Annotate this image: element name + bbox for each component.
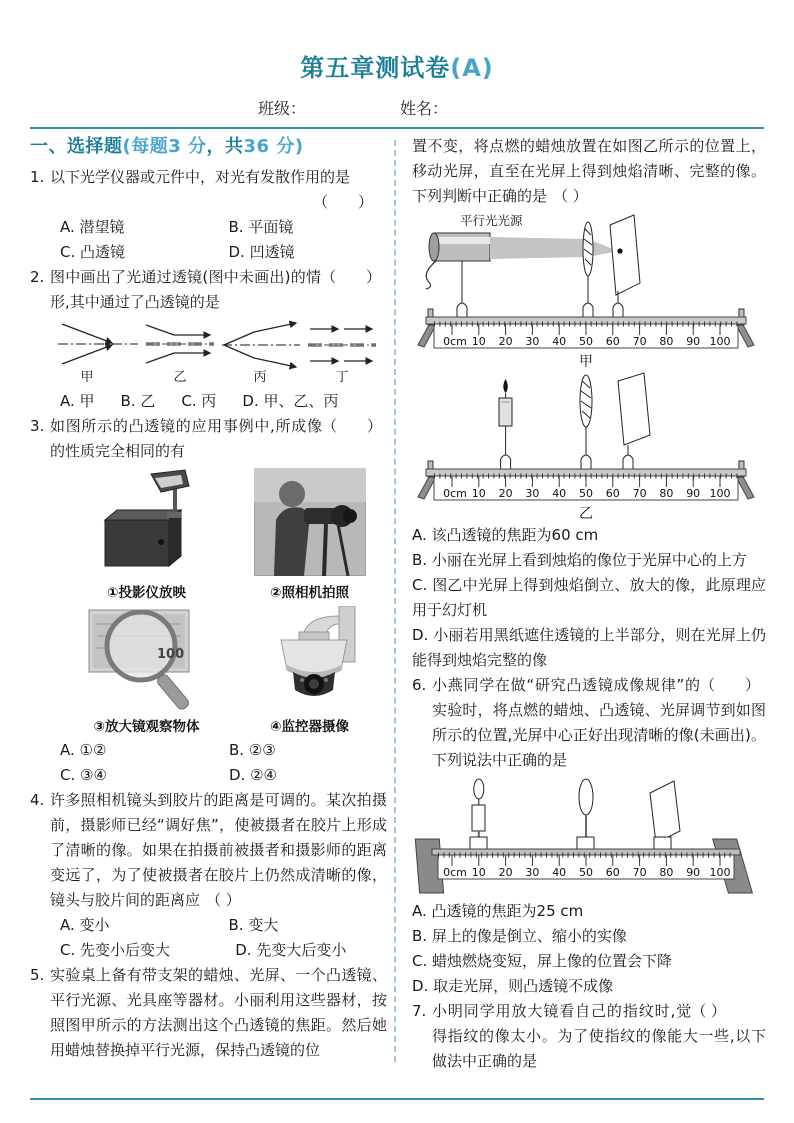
candle-icon (499, 379, 512, 426)
question-3-option-c: C. ③④ (60, 766, 107, 784)
ray-diagram-figure (50, 317, 380, 387)
lens-icon (580, 375, 592, 427)
ruler-tick-label: 70 (632, 335, 647, 348)
ruler-tick-label: 0cm (443, 487, 467, 500)
ruler-tick-label: 60 (605, 335, 620, 348)
question-2-options (50, 389, 387, 414)
question-4-option-d: D. 先变大后变小 (235, 941, 347, 959)
photo-projector (68, 468, 225, 602)
ruler-tick-label: 20 (498, 487, 513, 500)
ruler-tick-label: 40 (552, 866, 567, 879)
ruler-tick-label: 90 (686, 866, 701, 879)
question-6-option-a: A. 凸透镜的焦距为25 cm (412, 902, 584, 920)
question-2-option-d: D. 甲、乙、丙 (242, 392, 339, 410)
section-heading (30, 134, 387, 160)
question-1-answer-bracket: （ ） (312, 193, 373, 211)
light-source-icon (426, 233, 490, 289)
question-4-option-b: B. 变大 (228, 916, 279, 934)
lens-icon (583, 222, 593, 276)
footer-rule (30, 1098, 764, 1100)
question-7-text: （ ） 小明同学用放大镜看自己的指纹时,觉得指纹的像太小。为了使指纹的像能大一些,以下做法中正确的是 (432, 999, 766, 1074)
question-1-option-b: B. 平面镜 (228, 218, 294, 236)
ruler-tick-label: 70 (632, 866, 647, 879)
question-6-option-b: B. 屏上的像是倒立、缩小的实像 (412, 927, 627, 945)
question-3-text: （ ） 如图所示的凸透镜的应用事例中,所成像的性质完全相同的有 (50, 414, 388, 464)
question-2-ray-diagram (50, 317, 387, 387)
question-5-number: 5. (30, 966, 45, 984)
question-3-number: 3. (30, 417, 45, 435)
question-7-number: 7. (412, 1002, 427, 1020)
optical-bench-q6 (412, 775, 760, 897)
question-5-figure-yi (412, 371, 766, 521)
question-3-answer-bracket: （ ） (321, 417, 382, 435)
photo-magnifier-caption: ③放大镜观察物体 (93, 719, 200, 735)
ruler-tick-label: 20 (498, 335, 513, 348)
question-2 (30, 265, 387, 414)
question-5-options (412, 523, 766, 673)
banknote-100-text: 100 (156, 647, 184, 662)
camera-image (254, 468, 366, 576)
ray-group-yi (146, 325, 214, 385)
question-6-option-c: C. 蜡烛燃烧变短，屏上像的位置会下降 (412, 952, 673, 970)
question-2-option-a: A. 甲 (60, 392, 95, 410)
photo-projector-caption: ①投影仪放映 (107, 585, 186, 601)
surveillance-image (255, 606, 365, 710)
optical-bench-jia (412, 211, 760, 369)
focused-light-dot (617, 248, 622, 253)
page-title (0, 48, 794, 83)
ruler-tick-label: 50 (579, 487, 593, 500)
ruler-tick-label: 100 (709, 487, 731, 500)
ruler-tick-label: 100 (709, 866, 731, 879)
question-4-answer-bracket: （ ） (206, 891, 241, 909)
ruler-tick-label: 90 (686, 335, 701, 348)
ruler-tick-label: 90 (686, 487, 701, 500)
ray-label-bing: 丙 (253, 370, 267, 385)
ruler-tick-label: 40 (552, 487, 567, 500)
left-column (30, 134, 387, 1063)
photo-surveillance (231, 606, 388, 736)
class-label: 班级： (258, 99, 307, 118)
ruler-tick-label: 80 (659, 866, 674, 879)
ruler-tick-label: 10 (471, 866, 486, 879)
question-6-options (412, 899, 766, 999)
question-3-option-a: A. ①② (60, 741, 107, 759)
ruler-tick-label: 100 (709, 335, 731, 348)
figure-jia-label: 甲 (579, 354, 593, 369)
projector-image (77, 468, 217, 576)
question-2-option-c: C. 丙 (181, 392, 217, 410)
question-6 (412, 673, 766, 773)
ruler-tick-label: 30 (525, 866, 540, 879)
screen-icon (610, 215, 640, 295)
ray-group-ding (308, 329, 376, 385)
screen-icon (618, 373, 650, 445)
holders (501, 426, 633, 469)
optical-bench-yi (412, 371, 760, 521)
photo-magnifier (68, 606, 225, 736)
question-2-number: 2. (30, 268, 45, 286)
question-5-text-left: 实验桌上备有带支架的蜡烛、光屏、一个凸透镜、平行光源、光具座等器材。小丽利用这些器材，按照图甲所示的方法测出这个凸透镜的焦距。然后她用蜡烛替换掉平行光源，保持凸透镜的位 (50, 966, 387, 1059)
photo-camera (231, 468, 388, 602)
question-5-option-c: C. 图乙中光屏上得到烛焰倒立、放大的像，此原理应用于幻灯机 (412, 576, 766, 619)
column-divider (394, 140, 396, 1062)
section-heading-title: 一、选择题 (30, 136, 123, 157)
figure-yi-label: 乙 (579, 506, 593, 521)
ruler-tick-label: 20 (498, 866, 513, 879)
ruler-tick-label: 60 (605, 487, 620, 500)
parallel-light-source-label: 平行光光源 (460, 213, 523, 228)
question-7-answer-bracket: （ ） (691, 1002, 726, 1020)
photo-camera-caption: ②照相机拍照 (270, 585, 349, 601)
ray-label-jia: 甲 (80, 370, 94, 385)
ruler-tick-label: 10 (471, 335, 486, 348)
question-5-option-b: B. 小丽在光屏上看到烛焰的像位于光屏中心的上方 (412, 551, 747, 569)
header-rule (30, 127, 764, 129)
ruler-tick-label: 50 (579, 866, 593, 879)
question-1-option-d: D. 凹透镜 (228, 243, 295, 261)
question-1-option-c: C. 凸透镜 (60, 243, 126, 261)
question-5 (30, 963, 387, 1063)
question-3-photo-grid (68, 468, 388, 736)
right-column (412, 134, 766, 1074)
magnifier-image (83, 606, 211, 710)
screen-icon (650, 781, 680, 843)
ray-group-jia (58, 324, 138, 385)
question-5-figure-jia (412, 211, 766, 369)
question-2-option-b: B. 乙 (120, 392, 156, 410)
question-2-text: （ ） 图中画出了光通过透镜(图中未画出)的情形,其中通过了凸透镜的是 (50, 265, 387, 315)
page-title-suffix: (A) (450, 54, 494, 82)
ruler-tick-label: 80 (659, 335, 674, 348)
question-5-option-a: A. 该凸透镜的焦距为60 cm (412, 526, 599, 544)
ruler-tick-label: 50 (579, 335, 593, 348)
ray-label-yi: 乙 (173, 370, 187, 385)
name-label: 姓名： (400, 99, 449, 118)
question-1-option-a: A. 潜望镜 (60, 218, 125, 236)
question-3-option-b: B. ②③ (229, 741, 276, 759)
ruler-tick-label: 30 (525, 335, 540, 348)
section-heading-conj: ，共 (206, 136, 244, 157)
ray-group-bing (222, 323, 300, 385)
candle-icon (472, 779, 485, 831)
question-4-text: 许多照相机镜头到胶片的距离是可调的。某次拍摄前，摄影师已经“调好焦”，使被摄者在胶片上形成了清晰的像。如果在拍摄前被摄者和摄影师的距离变远了，为了使被摄者在胶片上仍然成清晰的像，镜头与胶片间的距离应 （ ） (50, 791, 387, 909)
ruler-tick-label: 10 (471, 487, 486, 500)
lens-icon (579, 779, 593, 837)
photo-surveillance-caption: ④监控器摄像 (270, 719, 349, 735)
question-6-number: 6. (412, 676, 427, 694)
question-4 (30, 788, 387, 963)
ruler-tick-label: 60 (605, 866, 620, 879)
question-6-option-d: D. 取走光屏，则凸透镜不成像 (412, 977, 614, 995)
question-4-number: 4. (30, 791, 45, 809)
question-1 (30, 165, 387, 265)
question-6-figure (412, 775, 766, 897)
ruler-tick-label: 70 (632, 487, 647, 500)
question-6-text: （ ） 小燕同学在做“研究凸透镜成像规律”的实验时，将点燃的蜡烛、凸透镜、光屏调节到如图所示的位置,光屏中心正好出现清晰的像(未画出)。下列说法中正确的是 (432, 673, 766, 773)
holders (457, 261, 623, 317)
question-5-text-right: 置不变，将点燃的蜡烛放置在如图乙所示的位置上，移动光屏，直至在光屏上得到烛焰清晰、完整的像。下列判断中正确的是 （ ） (412, 137, 766, 205)
question-5-answer-bracket: （ ） (553, 187, 588, 205)
question-4-option-c: C. 先变小后变大 (60, 941, 171, 959)
page-title-main: 第五章测试卷 (300, 54, 451, 82)
section-heading-total: 36 分) (243, 136, 304, 157)
ruler-tick-label: 30 (525, 487, 540, 500)
question-1-number: 1. (30, 168, 45, 186)
question-6-answer-bracket: （ ） (699, 676, 760, 694)
ruler-tick-label: 0cm (443, 335, 467, 348)
question-3 (30, 414, 387, 788)
question-4-option-a: A. 变小 (60, 916, 110, 934)
question-2-answer-bracket: （ ） (320, 268, 381, 286)
ruler-tick-label: 0cm (443, 866, 467, 879)
ruler-tick-label: 40 (552, 335, 567, 348)
question-3-option-d: D. ②④ (229, 766, 277, 784)
ray-label-ding: 丁 (335, 370, 349, 385)
light-beam-parallel (490, 237, 588, 259)
question-7 (412, 999, 766, 1074)
question-1-text: 以下光学仪器或元件中，对光有发散作用的是 (50, 168, 351, 186)
section-heading-points: 3 分 (168, 136, 207, 157)
ruler-tick-label: 80 (659, 487, 674, 500)
question-5-option-d: D. 小丽若用黑纸遮住透镜的上半部分，则在光屏上仍能得到烛焰完整的像 (412, 626, 766, 669)
section-heading-paren: (每题 (122, 136, 169, 157)
